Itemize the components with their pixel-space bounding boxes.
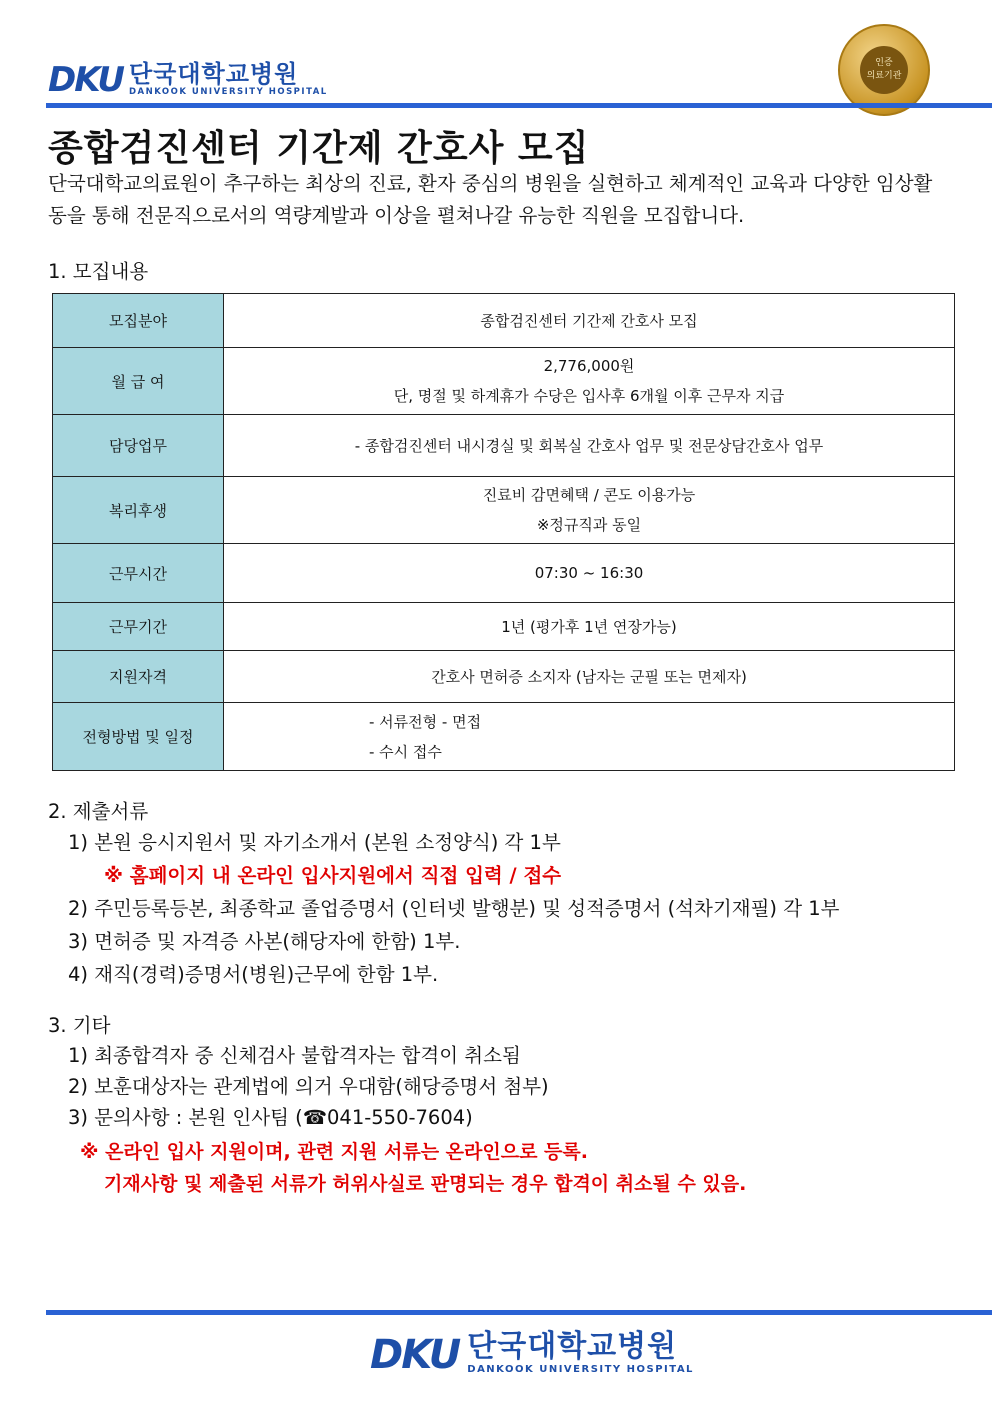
table-row — [53, 415, 955, 477]
row-value: 진료비 감면혜택 / 콘도 이용가능 — [482, 486, 696, 504]
row-key: 월 급 여 — [53, 348, 224, 415]
section1-heading: 1. 모집내용 — [48, 260, 149, 283]
row-value: 07:30 ~ 16:30 — [534, 564, 644, 582]
footer-rule — [46, 1310, 992, 1315]
header-rule — [46, 103, 992, 108]
list-item: 2) 보훈대상자는 관계법에 의거 우대함(해당증명서 첨부) — [68, 1075, 549, 1098]
row-value: - 종합검진센터 내시경실 및 회복실 간호사 업무 및 전문상담간호사 업무 — [354, 436, 824, 455]
row-key: 모집분야 — [53, 294, 224, 348]
table-row — [53, 477, 955, 544]
row-value: 2,776,000원 — [543, 357, 635, 375]
logo-korean-name: 단국대학교병원 — [128, 60, 299, 88]
row-value: ※정규직과 동일 — [536, 516, 642, 534]
row-key: 담당업무 — [53, 415, 224, 477]
logo-korean-name: 단국대학교병원 — [467, 1329, 678, 1364]
page-title: 종합검진센터 기간제 간호사 모집 — [48, 128, 590, 169]
section2-heading: 2. 제출서류 — [48, 800, 149, 823]
row-value: 종합검진센터 기간제 간호사 모집 — [480, 311, 698, 330]
section3-heading: 3. 기타 — [48, 1014, 111, 1037]
recruitment-table — [52, 293, 955, 771]
list-item: 4) 재직(경력)증명서(병원)근무에 한함 1부. — [68, 963, 439, 986]
dku-logo-mark: DKU — [370, 1332, 460, 1378]
row-value: 1년 (평가후 1년 연장가능) — [501, 617, 677, 636]
intro-paragraph: 단국대학교의료원이 추구하는 최상의 진료, 환자 중심의 병원을 실현하고 체계적인 교육과 다양한 임상활동을 통해 전문직으로서의 역량계발과 이상을 펼쳐나갈 유능한 직원을 모집합니다. — [48, 172, 933, 227]
row-key: 전형방법 및 일정 — [53, 703, 224, 771]
warning-note-1: ※ 온라인 입사 지원이며, 관련 지원 서류는 온라인으로 등록. — [80, 1141, 588, 1163]
online-apply-note: ※ 홈페이지 내 온라인 입사지원에서 직접 입력 / 접수 — [104, 864, 562, 887]
dku-logo-mark: DKU — [48, 59, 123, 100]
list-item: 1) 최종합격자 중 신체검사 불합격자는 합격이 취소됨 — [68, 1044, 521, 1067]
list-item: 2) 주민등록등본, 최종학교 졸업증명서 (인터넷 발행분) 및 성적증명서 (석차기재필) 각 1부 — [68, 897, 840, 920]
row-key: 근무기간 — [53, 603, 224, 651]
table-row — [53, 603, 955, 651]
row-value: - 수시 접수 — [369, 742, 442, 761]
list-item: 3) 문의사항 : 본원 인사팀 (☎041-550-7604) — [68, 1106, 473, 1129]
table-row — [53, 651, 955, 703]
list-item: 3) 면허증 및 자격증 사본(해당자에 한함) 1부. — [68, 930, 461, 953]
table-row — [53, 294, 955, 348]
etc-list — [68, 1040, 549, 1133]
table-row — [53, 703, 955, 771]
documents-list — [68, 826, 840, 991]
row-value: - 서류전형 - 면접 — [369, 712, 482, 731]
row-key: 지원자격 — [53, 651, 224, 703]
table-row — [53, 348, 955, 415]
logo-english-name: DANKOOK UNIVERSITY HOSPITAL — [467, 1364, 694, 1375]
logo-english-name: DANKOOK UNIVERSITY HOSPITAL — [128, 87, 328, 97]
list-item: 1) 본원 응시지원서 및 자기소개서 (본원 소정양식) 각 1부 — [68, 831, 561, 854]
row-value: 간호사 면허증 소지자 (남자는 군필 또는 면제자) — [431, 667, 747, 686]
row-key: 근무시간 — [53, 544, 224, 603]
table-row — [53, 544, 955, 603]
warning-note-2: 기재사항 및 제출된 서류가 허위사실로 판명되는 경우 합격이 취소될 수 있음. — [104, 1173, 747, 1195]
row-value: 단, 명절 및 하계휴가 수당은 입사후 6개월 이후 근무자 지급 — [393, 387, 785, 405]
row-key: 복리후생 — [53, 477, 224, 544]
header-logo — [48, 59, 328, 100]
footer-logo — [370, 1329, 694, 1378]
seal-text-line1: 인증 — [875, 58, 893, 68]
seal-text-line2: 의료기관 — [866, 71, 902, 81]
